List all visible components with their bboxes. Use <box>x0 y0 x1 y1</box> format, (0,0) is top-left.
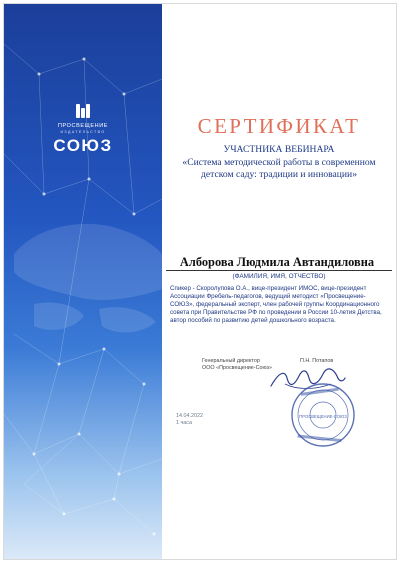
course-duration: 1 часа <box>176 420 192 426</box>
publisher-logo <box>4 104 162 156</box>
signatory-role-line-2: ООО «Просвещение-Союз» <box>202 365 272 371</box>
issue-info <box>176 413 203 427</box>
logo-emblem-icon <box>76 104 90 120</box>
speaker-description: Спикер - Скоролупова О.А., вице-президент ИМОС, вице-президент Ассоциации Фребель-педагогов, ведущий методист «Просвещение-СОЮЗ», федеральный эксперт, член рабочей группы Координационного совета при Правительстве РФ по проведении в России 10-летия Детства, автор пособий по развитию детей дошкольного возраста. <box>170 285 382 325</box>
recipient-name: Алборова Людмила Автандиловна <box>179 255 375 269</box>
name-underline <box>166 270 392 271</box>
issue-date: 14.04.2022 <box>176 413 203 419</box>
stamp-inner-text: ПРОСВЕЩЕНИЕ-СОЮЗ <box>299 414 347 419</box>
signatory-name: П.Н. Потапов <box>300 358 334 364</box>
company-stamp <box>290 382 356 448</box>
logo-text-middle: ИЗДАТЕЛЬСТВО <box>60 130 106 134</box>
certificate-title: СЕРТИФИКАТ <box>197 114 361 138</box>
logo-text-main: СОЮЗ <box>53 136 113 155</box>
certificate-content <box>162 4 396 559</box>
webinar-title <box>162 157 396 181</box>
signatory-role-line-1: Генеральный директор <box>202 358 260 364</box>
certificate-subtitle: УЧАСТНИКА ВЕБИНАРА <box>223 144 335 155</box>
name-caption: (ФАМИЛИЯ, ИМЯ, ОТЧЕСТВО) <box>232 273 326 280</box>
certificate-sheet <box>3 3 397 560</box>
decorative-side-panel <box>4 4 162 559</box>
webinar-title-line-1: «Система методической работы в современном <box>182 157 376 168</box>
signatory-role <box>202 358 272 372</box>
webinar-title-line-2: детском саду: традиции и инновации» <box>201 169 357 180</box>
logo-text-top: ПРОСВЕЩЕНИЕ <box>57 123 109 129</box>
network-map-graphic <box>4 4 162 559</box>
